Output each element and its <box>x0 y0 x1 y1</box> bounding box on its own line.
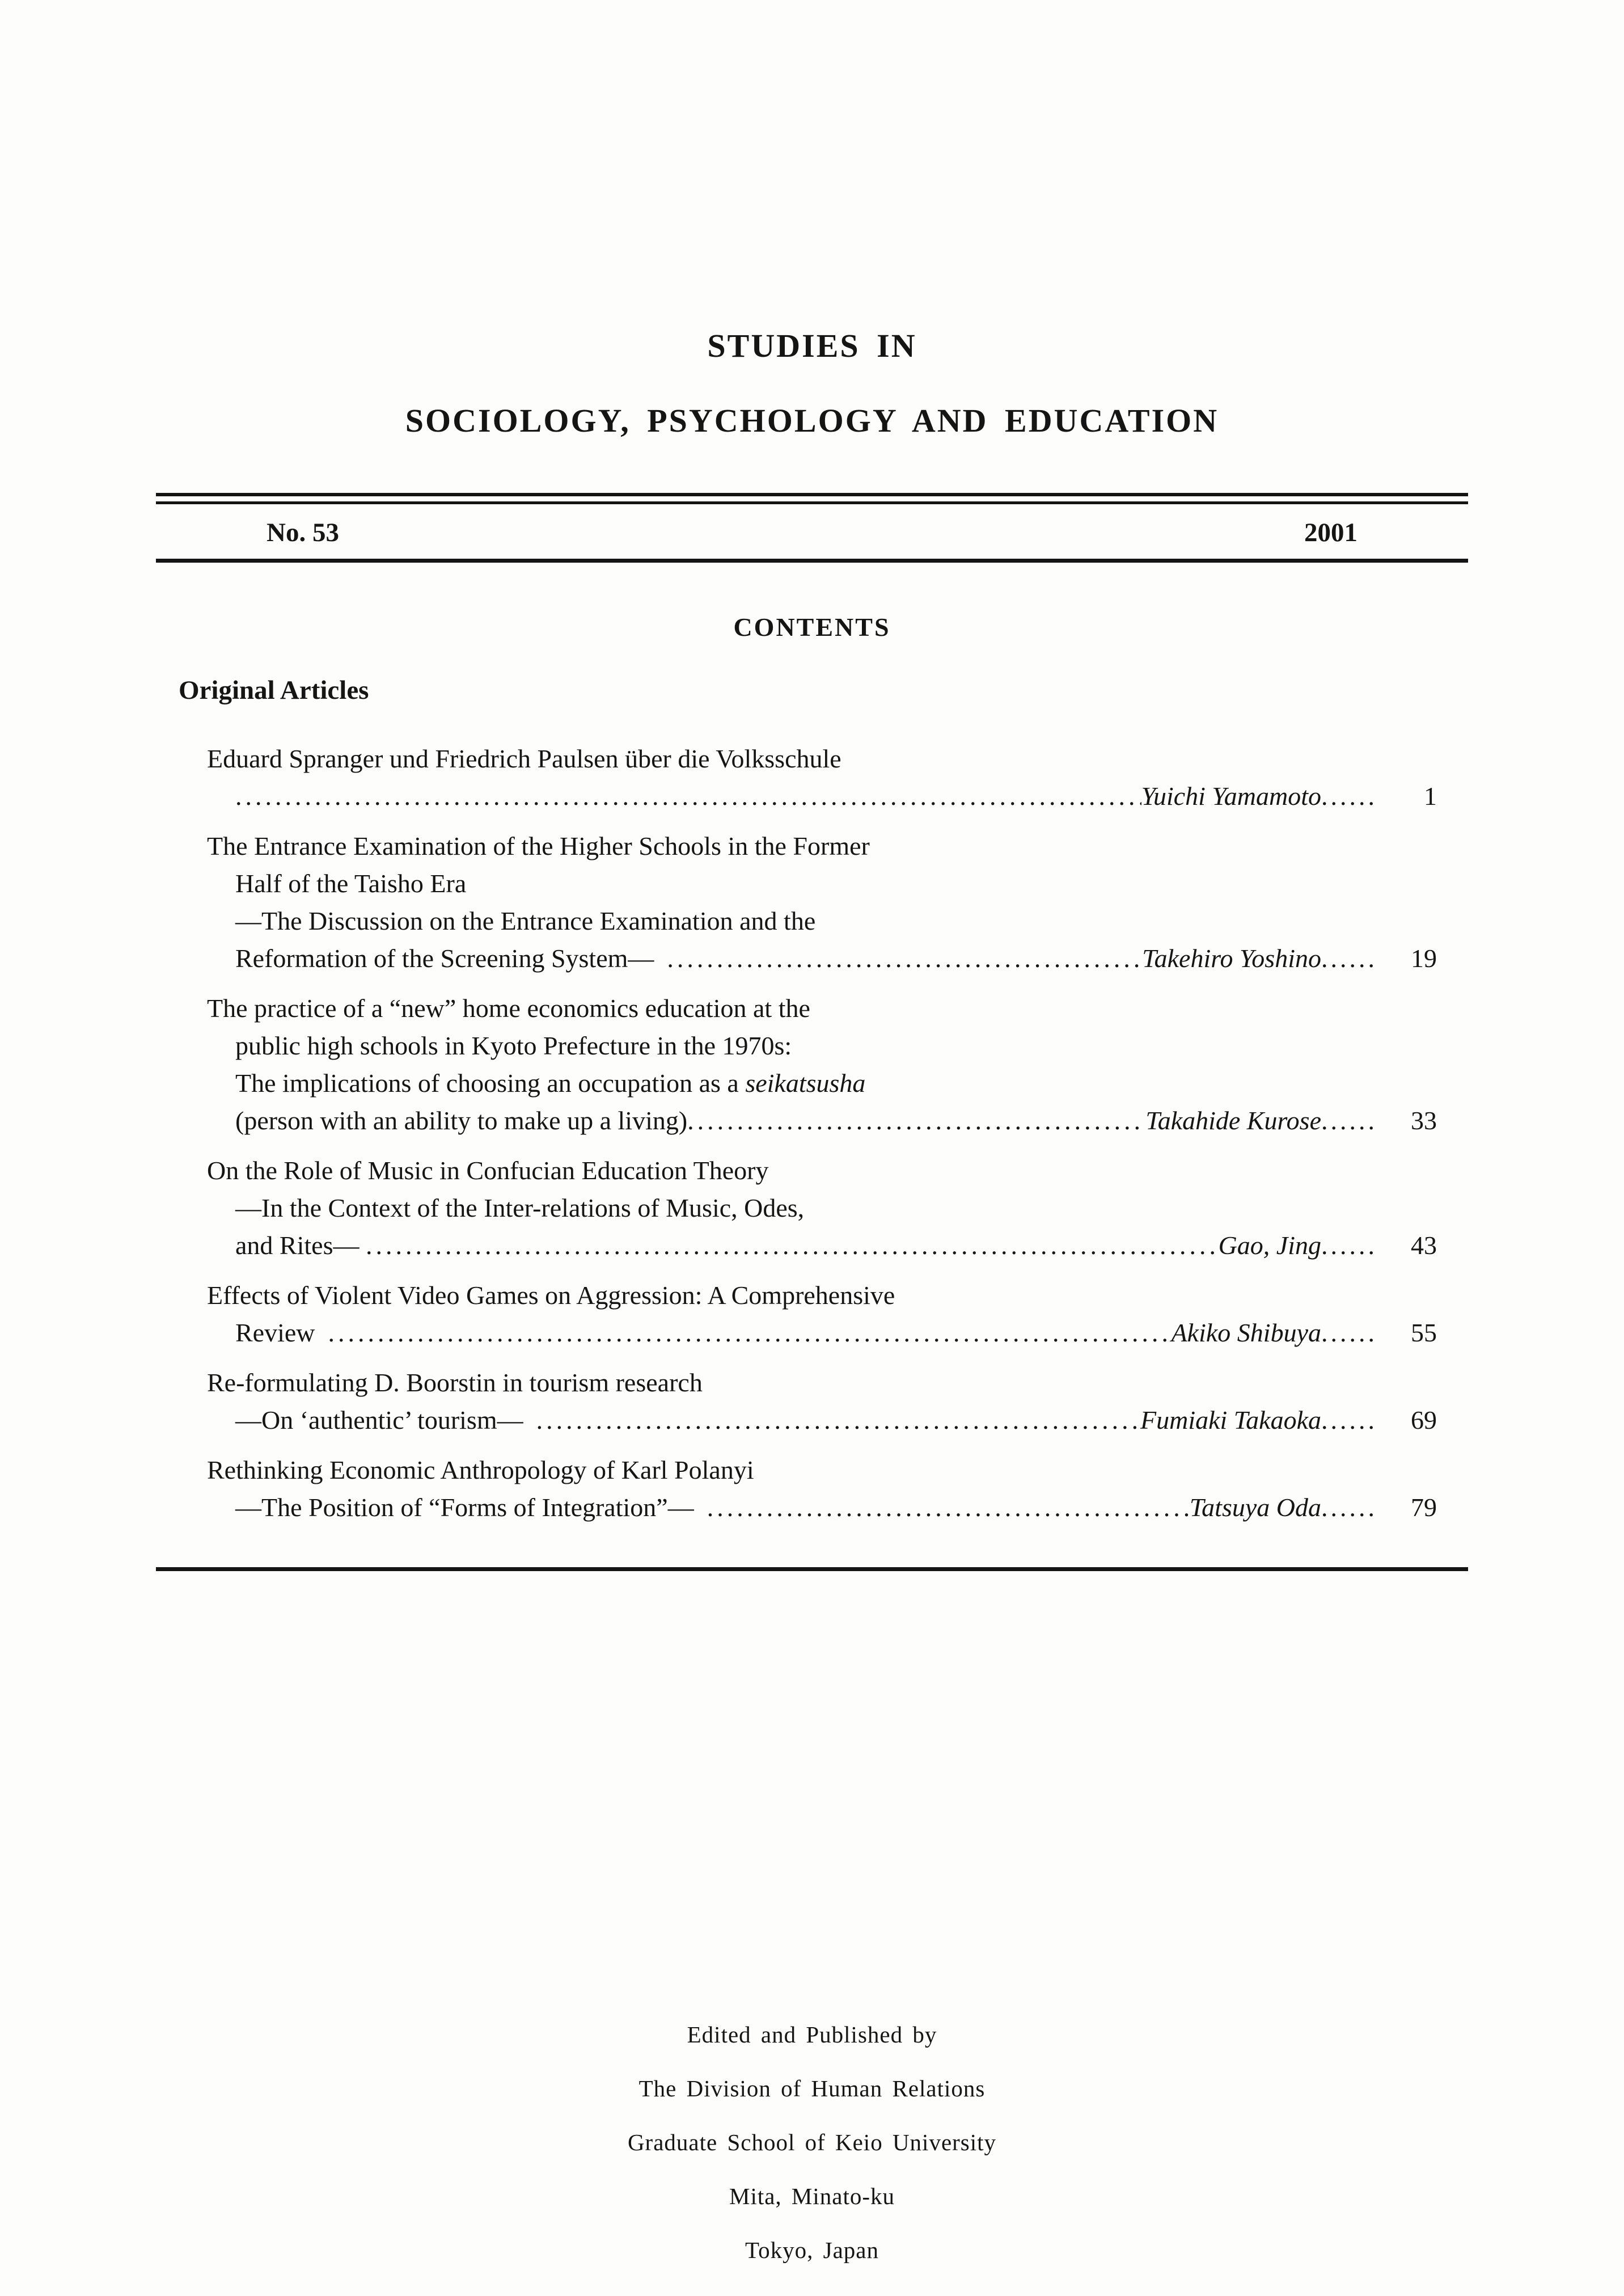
dot-leader-short <box>1321 940 1377 977</box>
issue-year: 2001 <box>1304 518 1357 547</box>
toc-entry <box>207 1451 1437 1526</box>
colophon-line: Edited and Published by <box>687 2021 937 2048</box>
toc-entry-line <box>207 740 1437 778</box>
colophon-line: Tokyo, Japan <box>745 2237 879 2263</box>
dot-leader <box>687 1102 1145 1139</box>
toc-entry-line <box>207 1364 1437 1402</box>
author-name: Akiko Shibuya <box>1171 1318 1321 1347</box>
toc-leader-row <box>235 778 1437 815</box>
text-segment: The implications of choosing an occupation as a <box>235 1069 746 1098</box>
author-name: Yuichi Yamamoto <box>1141 782 1321 811</box>
text-segment: Effects of Violent Video Games on Aggression: A Comprehensive <box>207 1281 895 1310</box>
text-segment: The Entrance Examination of the Higher Schools in the Former <box>207 832 870 860</box>
text-segment: —The Discussion on the Entrance Examination and the <box>235 906 816 935</box>
toc-entry <box>207 1152 1437 1264</box>
page-number: 79 <box>1411 1493 1437 1522</box>
issue-row <box>156 504 1468 559</box>
page-number: 43 <box>1411 1231 1437 1260</box>
text-segment: Re-formulating D. Boorstin in tourism research <box>207 1368 703 1397</box>
toc-leader-text <box>235 1314 328 1352</box>
rule-below-issue <box>156 559 1468 563</box>
text-segment: Review <box>235 1318 328 1347</box>
toc-entry-line <box>207 990 1437 1027</box>
italic-term: seikatsusha <box>745 1069 866 1098</box>
text-segment: Rethinking Economic Anthropology of Karl Polanyi <box>207 1455 754 1484</box>
dot-leader-short <box>1321 1227 1377 1264</box>
text-segment: —In the Context of the Inter-relations of Music, Odes, <box>235 1193 805 1222</box>
dot-leader <box>707 1489 1190 1526</box>
text-segment: Eduard Spranger und Friedrich Paulsen über die Volksschule <box>207 744 841 773</box>
toc-entry-line <box>235 1027 1437 1065</box>
dot-leader-short <box>1321 1402 1377 1439</box>
author-name: Fumiaki Takaoka <box>1140 1406 1321 1434</box>
masthead <box>156 0 1468 441</box>
text-segment: public high schools in Kyoto Prefecture in the 1970s: <box>235 1031 792 1060</box>
toc-leader-row <box>235 1489 1437 1526</box>
author-name: Tatsuya Oda <box>1189 1493 1321 1522</box>
toc-leader-row <box>235 1227 1437 1264</box>
toc-leader-text <box>235 940 667 977</box>
text-segment: —The Position of “Forms of Integration”— <box>235 1493 707 1522</box>
dot-leader <box>536 1402 1140 1439</box>
dot-leader <box>328 1314 1172 1352</box>
dot-leader <box>235 778 1141 815</box>
toc-entry-line <box>207 1152 1437 1189</box>
text-segment: Reformation of the Screening System— <box>235 944 667 973</box>
section-heading: Original Articles <box>179 676 369 705</box>
dot-leader-short <box>1321 1314 1377 1352</box>
toc-leader-text <box>235 1402 536 1439</box>
text-segment: and Rites— <box>235 1231 366 1260</box>
double-rule-top <box>156 493 1468 504</box>
dot-leader-short <box>1321 1102 1377 1139</box>
toc-leader-row <box>235 1314 1437 1352</box>
author-name: Takahide Kurose <box>1145 1106 1321 1135</box>
toc-entry <box>207 1277 1437 1352</box>
author-name: Gao, Jing <box>1218 1231 1321 1260</box>
issue-number: No. 53 <box>267 518 339 547</box>
toc-leader-text <box>235 1102 687 1139</box>
journal-title-line2: SOCIOLOGY, PSYCHOLOGY AND EDUCATION <box>405 402 1219 439</box>
text-segment: Half of the Taisho Era <box>235 869 467 898</box>
journal-title-line1: STUDIES IN <box>707 327 917 364</box>
toc-leader-text <box>235 1489 707 1526</box>
text-segment: On the Role of Music in Confucian Education Theory <box>207 1156 769 1185</box>
toc-leader-row <box>235 1402 1437 1439</box>
toc-entry-line <box>207 1451 1437 1489</box>
rule-bottom <box>156 1567 1468 1571</box>
text-segment: The practice of a “new” home economics education at the <box>207 994 810 1023</box>
text-segment: —On ‘authentic’ tourism— <box>235 1406 536 1434</box>
toc-entry-line <box>235 865 1437 902</box>
colophon-line: Mita, Minato-ku <box>729 2183 895 2209</box>
dot-leader-short <box>1321 778 1377 815</box>
toc-entry <box>207 1364 1437 1439</box>
toc-entry-line <box>235 1065 1437 1102</box>
toc-entry-line <box>207 828 1437 865</box>
toc-leader-row <box>235 940 1437 977</box>
toc-entry-line <box>207 1277 1437 1314</box>
page-number: 19 <box>1411 944 1437 973</box>
text-segment: (person with an ability to make up a living) <box>235 1106 688 1135</box>
author-name: Takehiro Yoshino <box>1142 944 1321 973</box>
colophon-line: The Division of Human Relations <box>638 2075 986 2101</box>
dot-leader-short <box>1321 1489 1377 1526</box>
contents-entries <box>156 740 1468 1526</box>
page-number: 33 <box>1411 1106 1437 1135</box>
contents-heading: CONTENTS <box>733 613 891 641</box>
toc-entry <box>207 990 1437 1139</box>
toc-entry <box>207 740 1437 815</box>
page-number: 69 <box>1411 1406 1437 1434</box>
dot-leader <box>366 1227 1219 1264</box>
dot-leader <box>667 940 1142 977</box>
page-number: 55 <box>1411 1318 1437 1347</box>
toc-entry-line <box>235 902 1437 940</box>
colophon-line: Graduate School of Keio University <box>627 2129 997 2155</box>
colophon <box>156 2008 1468 2277</box>
toc-leader-row <box>235 1102 1437 1139</box>
toc-entry <box>207 828 1437 977</box>
toc-entry-line <box>235 1189 1437 1227</box>
page-number: 1 <box>1424 782 1437 811</box>
toc-leader-text <box>235 1227 366 1264</box>
